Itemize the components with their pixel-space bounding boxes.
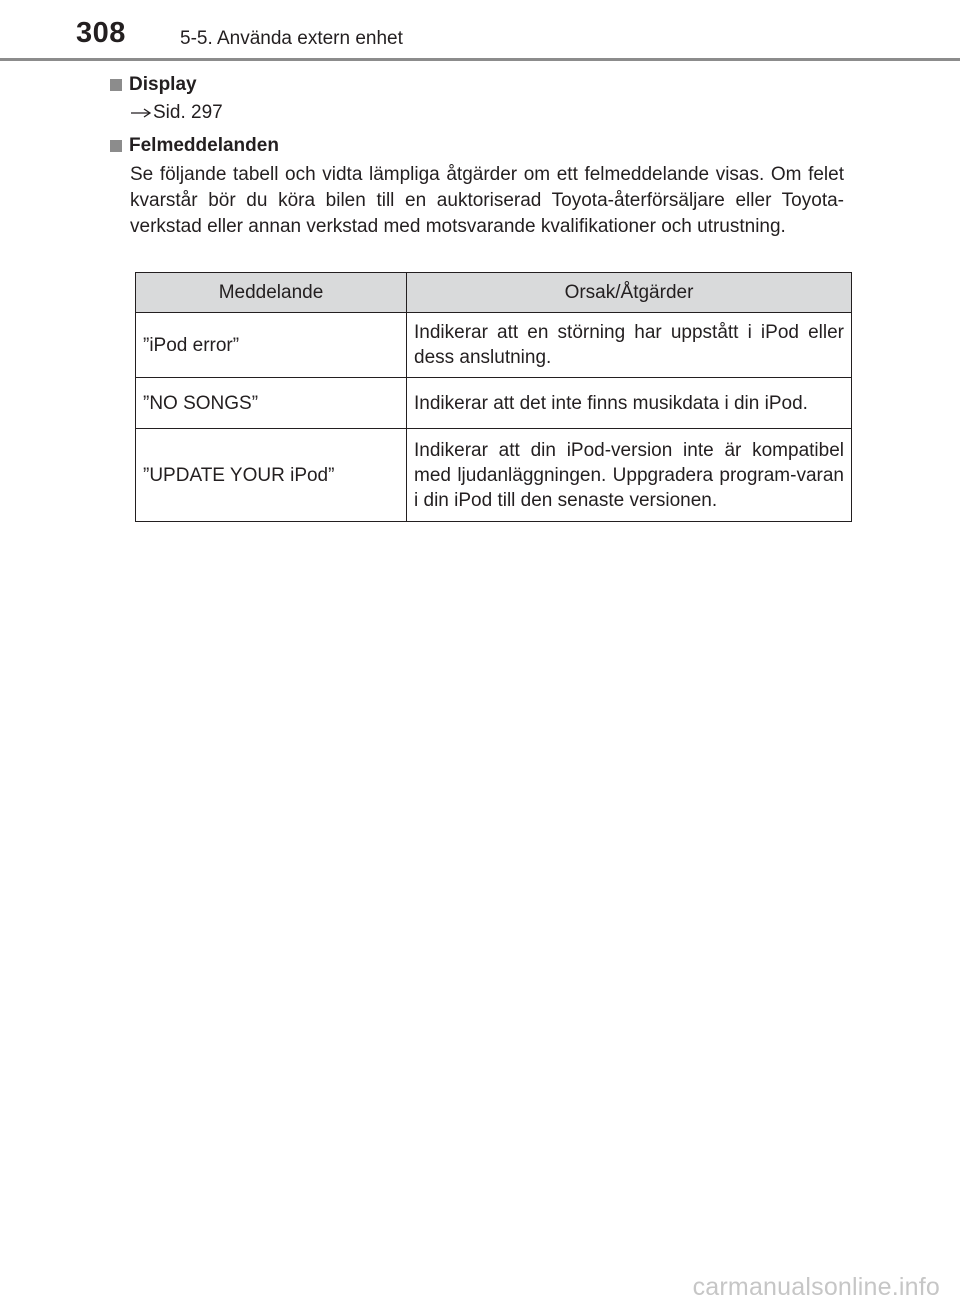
column-header-message: Meddelande bbox=[136, 273, 407, 313]
page-reference[interactable] bbox=[130, 100, 850, 126]
table-row bbox=[136, 429, 852, 522]
table-header-row bbox=[136, 273, 852, 313]
chapter-title: 5-5. Använda extern enhet bbox=[180, 28, 403, 49]
display-heading bbox=[110, 72, 850, 98]
cause-cell: Indikerar att din iPod-version inte är kompatibel med ljudanläggningen. Uppgradera program-varan i din iPod till den senaste versionen. bbox=[407, 429, 852, 522]
error-message-table bbox=[135, 272, 852, 522]
display-heading-text: Display bbox=[129, 74, 197, 95]
square-bullet-icon bbox=[110, 79, 122, 91]
cause-cell: Indikerar att det inte finns musikdata i din iPod. bbox=[407, 378, 852, 429]
table-row bbox=[136, 378, 852, 429]
square-bullet-icon bbox=[110, 140, 122, 152]
cause-cell: Indikerar att en störning har uppstått i iPod eller dess anslutning. bbox=[407, 313, 852, 378]
page-number: 308 bbox=[76, 17, 126, 49]
watermark: carmanualsonline.info bbox=[692, 1273, 940, 1301]
errors-paragraph: Se följande tabell och vidta lämpliga åtgärder om ett felmeddelande visas. Om felet kvarstår bör du köra bilen till en auktoriserad Toyota-återförsäljare eller Toyota-verkstad eller annan verkstad med motsvarande kvalifikationer och utrustning. bbox=[130, 164, 844, 237]
arrow-right-icon bbox=[130, 107, 152, 119]
errors-section bbox=[110, 133, 850, 240]
header-divider bbox=[0, 58, 960, 61]
errors-heading-text: Felmeddelanden bbox=[129, 135, 279, 156]
display-section bbox=[110, 72, 850, 126]
page-reference-text: Sid. 297 bbox=[153, 102, 223, 123]
errors-heading bbox=[110, 133, 850, 159]
message-cell: ”iPod error” bbox=[136, 313, 407, 378]
message-cell: ”UPDATE YOUR iPod” bbox=[136, 429, 407, 522]
column-header-cause: Orsak/Åtgärder bbox=[407, 273, 852, 313]
table-row bbox=[136, 313, 852, 378]
message-cell: ”NO SONGS” bbox=[136, 378, 407, 429]
